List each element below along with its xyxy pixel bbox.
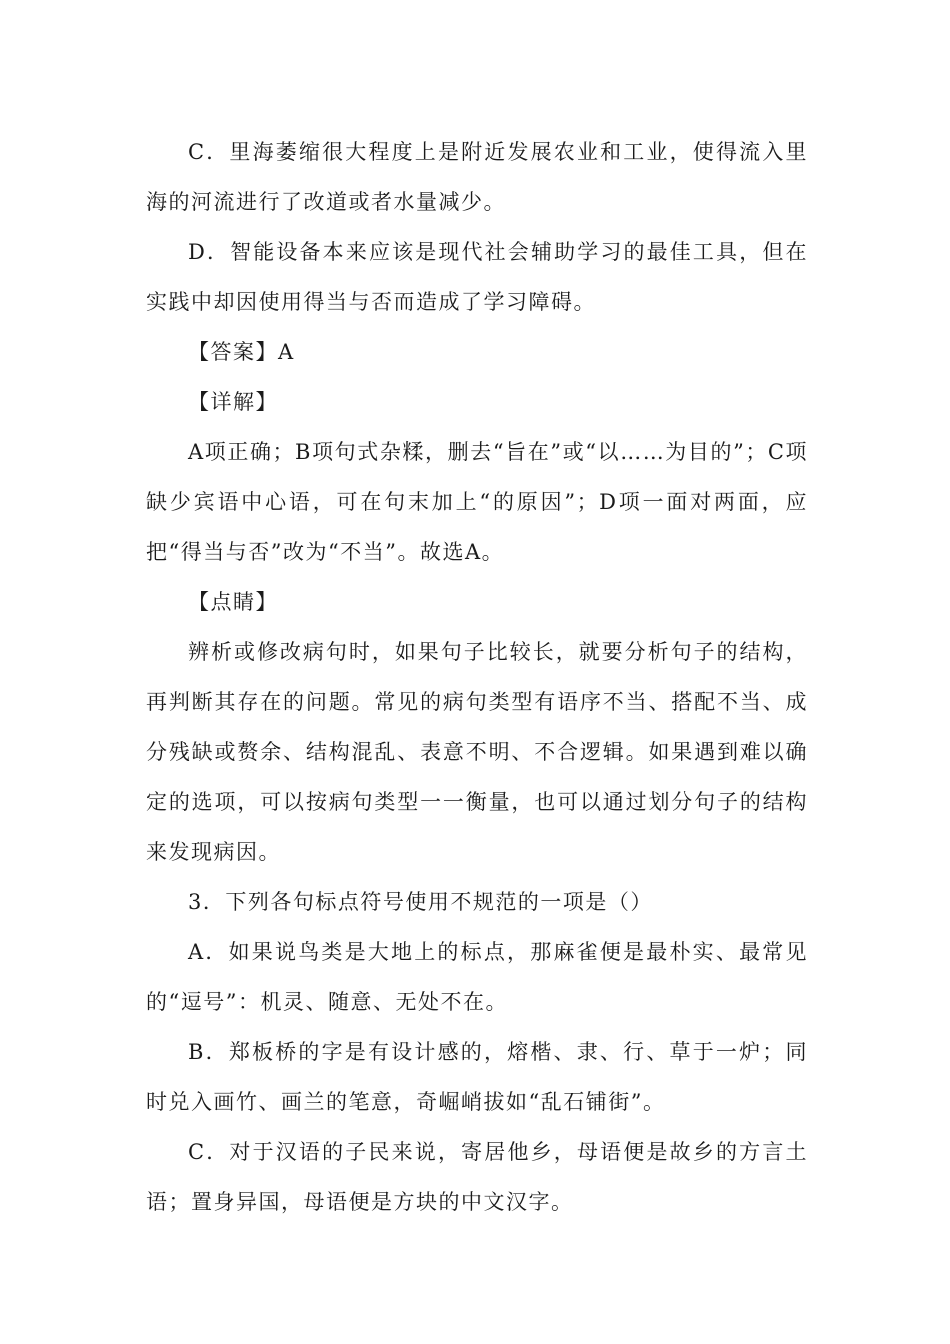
- q3-option-c: C．对于汉语的子民来说，寄居他乡，母语便是故乡的方言土语；置身异国，母语便是方块的中文汉字。: [146, 1140, 808, 1214]
- q3-option-b: B．郑板桥的字是有设计感的，熔楷、隶、行、草于一炉；同时兑入画竹、画兰的笔意，奇崛峭拔如“乱石铺街”。: [146, 1040, 808, 1114]
- q2-option-d: D．智能设备本来应该是现代社会辅助学习的最佳工具，但在实践中却因使用得当与否而造成了学习障碍。: [146, 240, 808, 314]
- q2-detail-label: 【详解】: [188, 390, 278, 414]
- q2-option-c: C．里海萎缩很大程度上是附近发展农业和工业，使得流入里海的河流进行了改道或者水量减少。: [146, 140, 808, 214]
- q2-tip-label: 【点睛】: [188, 590, 278, 614]
- document-body: [146, 127, 808, 1227]
- q2-detail-text: A项正确；B项句式杂糅，删去“旨在”或“以……为目的”；C项缺少宾语中心语，可在句末加上“的原因”；D项一面对两面，应把“得当与否”改为“不当”。故选A。: [146, 440, 808, 564]
- q2-answer: 【答案】A: [188, 340, 295, 364]
- q2-tip-text: 辨析或修改病句时，如果句子比较长，就要分析句子的结构，再判断其存在的问题。常见的病句类型有语序不当、搭配不当、成分残缺或赘余、结构混乱、表意不明、不合逻辑。如果遇到难以确定的选项，可以按病句类型一一衡量，也可以通过划分句子的结构来发现病因。: [146, 640, 808, 864]
- q3-stem: 3．下列各句标点符号使用不规范的一项是（）: [188, 890, 653, 914]
- q3-option-a: A．如果说鸟类是大地上的标点，那麻雀便是最朴实、最常见的“逗号”：机灵、随意、无处不在。: [146, 940, 808, 1014]
